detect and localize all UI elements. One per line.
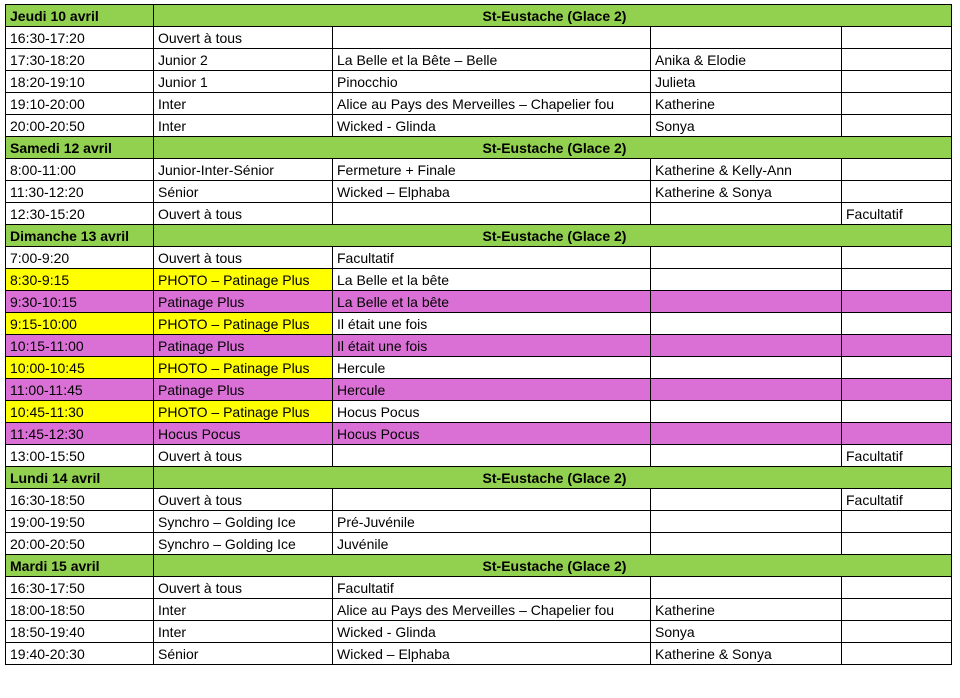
group-cell: Ouvert à tous xyxy=(154,27,333,49)
group-cell: PHOTO – Patinage Plus xyxy=(154,357,333,379)
group-cell: Patinage Plus xyxy=(154,379,333,401)
schedule-row xyxy=(6,621,952,643)
note-cell xyxy=(842,423,952,445)
note-cell xyxy=(842,49,952,71)
group-cell: Hocus Pocus xyxy=(154,423,333,445)
schedule-row xyxy=(6,27,952,49)
schedule-body xyxy=(6,5,952,665)
program-cell: Wicked – Elphaba xyxy=(333,643,651,665)
schedule-row xyxy=(6,533,952,555)
schedule-row xyxy=(6,115,952,137)
time-cell: 16:30-18:50 xyxy=(6,489,154,511)
note-cell xyxy=(842,181,952,203)
coach-cell: Anika & Elodie xyxy=(651,49,842,71)
day-header-row xyxy=(6,555,952,577)
group-cell: Synchro – Golding Ice xyxy=(154,511,333,533)
venue-label: St-Eustache (Glace 2) xyxy=(154,555,952,577)
time-cell: 18:20-19:10 xyxy=(6,71,154,93)
schedule-row xyxy=(6,159,952,181)
day-header-row xyxy=(6,5,952,27)
note-cell xyxy=(842,159,952,181)
note-cell xyxy=(842,291,952,313)
time-cell: 18:00-18:50 xyxy=(6,599,154,621)
coach-cell xyxy=(651,379,842,401)
day-header-row xyxy=(6,467,952,489)
coach-cell xyxy=(651,313,842,335)
note-cell xyxy=(842,247,952,269)
schedule-row xyxy=(6,93,952,115)
group-cell: Ouvert à tous xyxy=(154,247,333,269)
program-cell: Hocus Pocus xyxy=(333,401,651,423)
program-cell: Pré-Juvénile xyxy=(333,511,651,533)
group-cell: Patinage Plus xyxy=(154,335,333,357)
time-cell: 17:30-18:20 xyxy=(6,49,154,71)
program-cell: Pinocchio xyxy=(333,71,651,93)
coach-cell xyxy=(651,269,842,291)
schedule-row xyxy=(6,489,952,511)
schedule-row xyxy=(6,643,952,665)
note-cell: Facultatif xyxy=(842,445,952,467)
schedule-row xyxy=(6,577,952,599)
coach-cell: Katherine & Sonya xyxy=(651,181,842,203)
time-cell: 11:45-12:30 xyxy=(6,423,154,445)
schedule-row xyxy=(6,599,952,621)
group-cell: Junior 2 xyxy=(154,49,333,71)
coach-cell: Katherine & Kelly-Ann xyxy=(651,159,842,181)
group-cell: Inter xyxy=(154,115,333,137)
schedule-row xyxy=(6,291,952,313)
time-cell: 8:00-11:00 xyxy=(6,159,154,181)
group-cell: Inter xyxy=(154,599,333,621)
venue-label: St-Eustache (Glace 2) xyxy=(154,467,952,489)
coach-cell xyxy=(651,577,842,599)
note-cell xyxy=(842,401,952,423)
venue-label: St-Eustache (Glace 2) xyxy=(154,5,952,27)
time-cell: 20:00-20:50 xyxy=(6,533,154,555)
program-cell xyxy=(333,203,651,225)
time-cell: 16:30-17:20 xyxy=(6,27,154,49)
coach-cell xyxy=(651,511,842,533)
program-cell: Wicked – Elphaba xyxy=(333,181,651,203)
coach-cell xyxy=(651,533,842,555)
program-cell: Juvénile xyxy=(333,533,651,555)
program-cell: Wicked - Glinda xyxy=(333,621,651,643)
group-cell: Ouvert à tous xyxy=(154,577,333,599)
note-cell: Facultatif xyxy=(842,489,952,511)
day-label: Mardi 15 avril xyxy=(6,555,154,577)
note-cell xyxy=(842,357,952,379)
program-cell: Facultatif xyxy=(333,577,651,599)
group-cell: Sénior xyxy=(154,643,333,665)
program-cell: Hercule xyxy=(333,379,651,401)
note-cell xyxy=(842,71,952,93)
coach-cell xyxy=(651,401,842,423)
schedule-row xyxy=(6,511,952,533)
coach-cell xyxy=(651,203,842,225)
program-cell: La Belle et la Bête – Belle xyxy=(333,49,651,71)
venue-label: St-Eustache (Glace 2) xyxy=(154,225,952,247)
time-cell: 20:00-20:50 xyxy=(6,115,154,137)
day-header-row xyxy=(6,225,952,247)
note-cell xyxy=(842,93,952,115)
coach-cell xyxy=(651,357,842,379)
time-cell: 9:30-10:15 xyxy=(6,291,154,313)
note-cell: Facultatif xyxy=(842,203,952,225)
time-cell: 16:30-17:50 xyxy=(6,577,154,599)
program-cell: Il était une fois xyxy=(333,335,651,357)
group-cell: Ouvert à tous xyxy=(154,489,333,511)
program-cell: Alice au Pays des Merveilles – Chapelier fou xyxy=(333,93,651,115)
coach-cell xyxy=(651,247,842,269)
group-cell: Junior-Inter-Sénior xyxy=(154,159,333,181)
time-cell: 18:50-19:40 xyxy=(6,621,154,643)
time-cell: 10:15-11:00 xyxy=(6,335,154,357)
schedule-row xyxy=(6,445,952,467)
coach-cell: Katherine xyxy=(651,599,842,621)
day-header-row xyxy=(6,137,952,159)
program-cell: Il était une fois xyxy=(333,313,651,335)
note-cell xyxy=(842,533,952,555)
group-cell: Synchro – Golding Ice xyxy=(154,533,333,555)
group-cell: PHOTO – Patinage Plus xyxy=(154,401,333,423)
schedule-row xyxy=(6,269,952,291)
program-cell xyxy=(333,27,651,49)
time-cell: 8:30-9:15 xyxy=(6,269,154,291)
note-cell xyxy=(842,313,952,335)
coach-cell: Julieta xyxy=(651,71,842,93)
time-cell: 11:30-12:20 xyxy=(6,181,154,203)
note-cell xyxy=(842,269,952,291)
schedule-row xyxy=(6,203,952,225)
program-cell: Fermeture + Finale xyxy=(333,159,651,181)
day-label: Lundi 14 avril xyxy=(6,467,154,489)
group-cell: Sénior xyxy=(154,181,333,203)
coach-cell xyxy=(651,27,842,49)
group-cell: Ouvert à tous xyxy=(154,203,333,225)
schedule-row xyxy=(6,401,952,423)
day-label: Jeudi 10 avril xyxy=(6,5,154,27)
schedule-row xyxy=(6,247,952,269)
time-cell: 7:00-9:20 xyxy=(6,247,154,269)
schedule-row xyxy=(6,181,952,203)
group-cell: Junior 1 xyxy=(154,71,333,93)
group-cell: Inter xyxy=(154,621,333,643)
venue-label: St-Eustache (Glace 2) xyxy=(154,137,952,159)
day-label: Dimanche 13 avril xyxy=(6,225,154,247)
coach-cell: Katherine & Sonya xyxy=(651,643,842,665)
schedule-row xyxy=(6,423,952,445)
coach-cell xyxy=(651,335,842,357)
group-cell: Ouvert à tous xyxy=(154,445,333,467)
time-cell: 10:00-10:45 xyxy=(6,357,154,379)
time-cell: 11:00-11:45 xyxy=(6,379,154,401)
group-cell: Inter xyxy=(154,93,333,115)
time-cell: 19:00-19:50 xyxy=(6,511,154,533)
note-cell xyxy=(842,379,952,401)
time-cell: 19:40-20:30 xyxy=(6,643,154,665)
group-cell: PHOTO – Patinage Plus xyxy=(154,313,333,335)
program-cell: Hocus Pocus xyxy=(333,423,651,445)
group-cell: Patinage Plus xyxy=(154,291,333,313)
coach-cell xyxy=(651,423,842,445)
schedule-row xyxy=(6,49,952,71)
note-cell xyxy=(842,335,952,357)
schedule-row xyxy=(6,313,952,335)
note-cell xyxy=(842,27,952,49)
note-cell xyxy=(842,511,952,533)
program-cell: Facultatif xyxy=(333,247,651,269)
note-cell xyxy=(842,599,952,621)
schedule-row xyxy=(6,71,952,93)
coach-cell xyxy=(651,489,842,511)
schedule-row xyxy=(6,379,952,401)
time-cell: 9:15-10:00 xyxy=(6,313,154,335)
coach-cell: Katherine xyxy=(651,93,842,115)
time-cell: 19:10-20:00 xyxy=(6,93,154,115)
schedule-table xyxy=(5,4,952,665)
coach-cell: Sonya xyxy=(651,621,842,643)
note-cell xyxy=(842,621,952,643)
schedule-row xyxy=(6,335,952,357)
program-cell: La Belle et la bête xyxy=(333,269,651,291)
note-cell xyxy=(842,643,952,665)
day-label: Samedi 12 avril xyxy=(6,137,154,159)
coach-cell xyxy=(651,445,842,467)
program-cell: La Belle et la bête xyxy=(333,291,651,313)
group-cell: PHOTO – Patinage Plus xyxy=(154,269,333,291)
time-cell: 13:00-15:50 xyxy=(6,445,154,467)
note-cell xyxy=(842,577,952,599)
program-cell: Wicked - Glinda xyxy=(333,115,651,137)
program-cell xyxy=(333,489,651,511)
note-cell xyxy=(842,115,952,137)
program-cell: Alice au Pays des Merveilles – Chapelier fou xyxy=(333,599,651,621)
program-cell xyxy=(333,445,651,467)
coach-cell xyxy=(651,291,842,313)
coach-cell: Sonya xyxy=(651,115,842,137)
time-cell: 10:45-11:30 xyxy=(6,401,154,423)
schedule-row xyxy=(6,357,952,379)
time-cell: 12:30-15:20 xyxy=(6,203,154,225)
program-cell: Hercule xyxy=(333,357,651,379)
